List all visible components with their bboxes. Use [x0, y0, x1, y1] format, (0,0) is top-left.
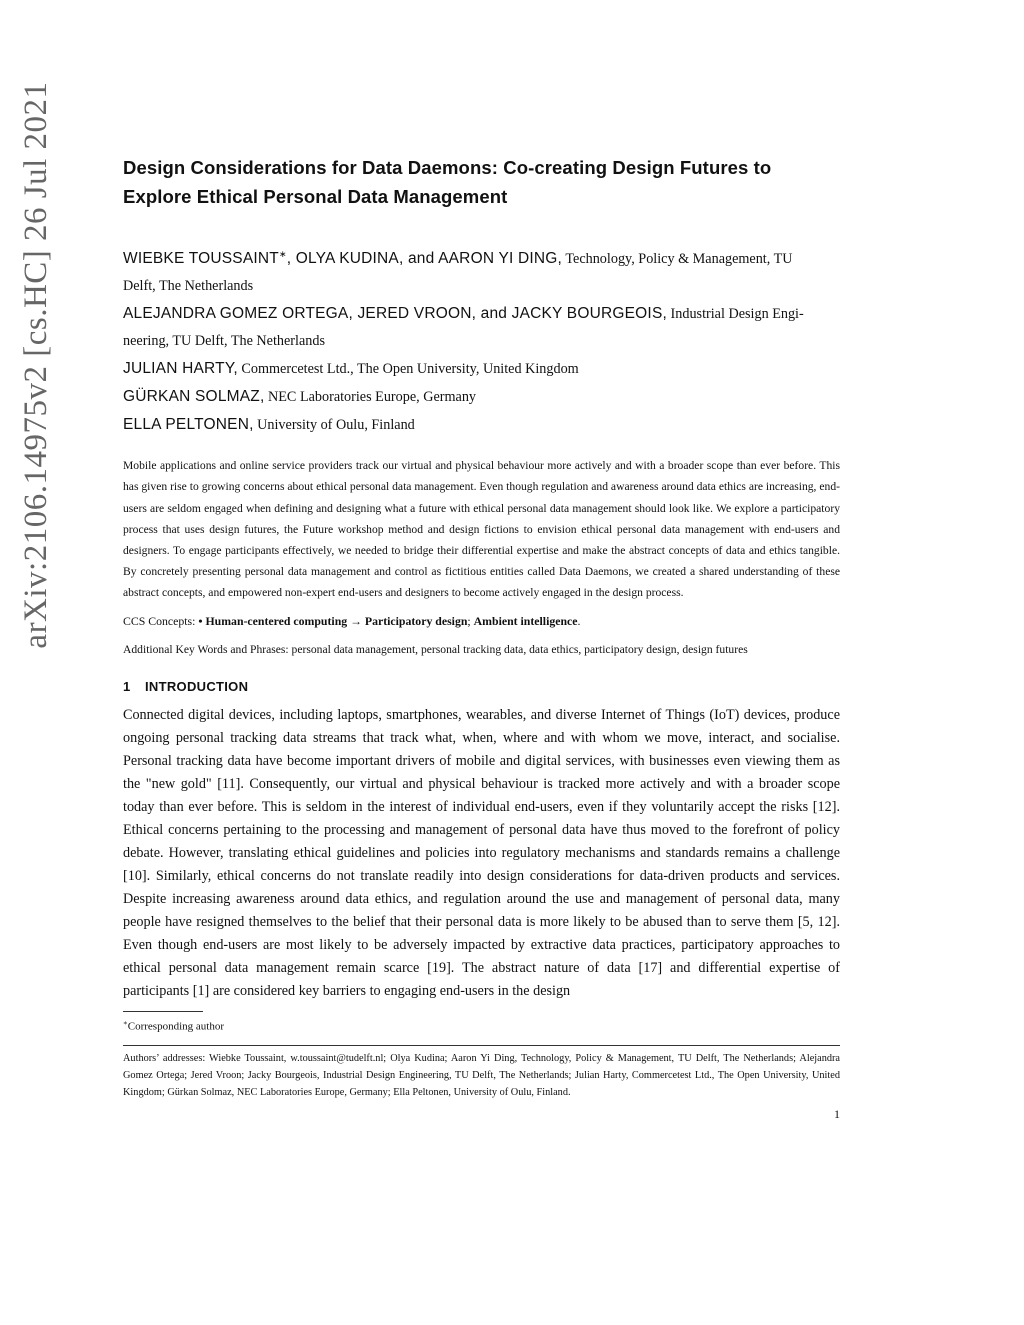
addresses-rule — [123, 1045, 840, 1046]
author-group-3-names: JULIAN HARTY, — [123, 360, 238, 378]
author-group-4-names: GÜRKAN SOLMAZ, — [123, 388, 265, 406]
author-group-1-names: WIEBKE TOUSSAINT∗, OLYA KUDINA, and AARON YI DING, — [123, 249, 563, 268]
footnote-text: Corresponding author — [127, 1020, 224, 1033]
author-group-3 — [123, 355, 840, 383]
author-group-2 — [123, 300, 840, 355]
ccs-separator: ; — [467, 613, 474, 628]
corresponding-author-mark: ∗ — [278, 249, 287, 259]
paper-title-line-1: Design Considerations for Data Daemons: Co-creating Design Futures to — [123, 157, 772, 178]
author-group-4 — [123, 383, 840, 411]
paper-first-page — [123, 153, 840, 1122]
section-heading-introduction — [123, 677, 840, 697]
ccs-concept-human-centered: Human-centered computing — [205, 613, 348, 628]
arxiv-identifier-text: arXiv:2106.14975v2 [cs.HC] 26 Jul 2021 — [18, 81, 54, 649]
paper-title — [123, 153, 840, 211]
additional-keywords: Additional Key Words and Phrases: personal data management, personal tracking data, data ethics, participatory design, design futures — [123, 642, 748, 656]
section-number: 1 — [123, 678, 131, 694]
ccs-concepts — [123, 611, 840, 632]
ccs-end: . — [577, 613, 581, 628]
footnote-mark: ∗ — [123, 1018, 128, 1027]
arxiv-identifier-stamp — [16, 81, 56, 945]
authors-addresses: Authors’ addresses: Wiebke Toussaint, w.toussaint@tudelft.nl; Olya Kudina; Aaron Yi Ding, Technology, Policy & Management, TU Delft, The Netherlands; Alejandra Gomez Ortega; Jered Vroon; Jacky Bourgeois, Industrial Design Engineering, TU Delft, The Netherlands; Julian Harty, Commercetest Ltd., The Open University, United Kingdom; Gürkan Solmaz, NEC Laboratories Europe, Germany; Ella Peltonen, University of Oulu, Finland. — [123, 1053, 840, 1099]
paper-title-line-2: Explore Ethical Personal Data Management — [123, 186, 508, 207]
author-block — [123, 241, 840, 439]
ccs-arrow: → — [347, 613, 365, 628]
introduction-paragraph: Connected digital devices, including laptops, smartphones, wearables, and diverse Internet of Things (IoT) devices, produce ongoing personal tracking data streams that track what, when, where and with whom we move, interact, and socialise. Personal tracking data have become important drivers of mobile and digital services, with businesses even viewing them as the "new gold" [11]. Consequently, our virtual and physical behaviour is tracked more actively and with a broader scope today than ever before. This is seldom in the interest of individual end-users, even if they voluntarily accept the risks [12]. Ethical concerns pertaining to the processing and management of personal data have thus moved to the forefront of policy debate. However, translating ethical guidelines and policies into regulatory mechanisms and standards remains a challenge [10]. Similarly, ethical concerns do not translate readily into design considerations for data-driven products and services. Despite increasing awareness around data ethics, and regulation around the use and management of personal data, many people have resigned themselves to the belief that their personal data is more likely to be abused than to serve them [5, 12]. Even though end-users are most likely to be adversely impacted by extractive data practices, participatory approaches to ethical personal data management remain scarce [19]. The abstract nature of data [17] and differential expertise of participants [1] are considered key barriers to engaging end-users in the design — [123, 706, 840, 999]
author-group-3-affiliation: Commercetest Ltd., The Open University, United Kingdom — [237, 361, 579, 378]
author-group-2-affiliation: Industrial Design Engi- — [667, 306, 804, 323]
author-group-5-names: ELLA PELTONEN, — [123, 416, 254, 434]
page-number: 1 — [834, 1107, 840, 1122]
section-title: INTRODUCTION — [145, 678, 249, 694]
author-group-2-affiliation-cont: neering, TU Delft, The Netherlands — [123, 333, 325, 350]
author-group-2-names: ALEJANDRA GOMEZ ORTEGA, JERED VROON, and JACKY BOURGEOIS, — [123, 305, 667, 323]
footnote-corresponding-author — [123, 1016, 840, 1034]
author-group-5 — [123, 411, 840, 439]
author-group-1-affiliation: Technology, Policy & Management, TU — [562, 251, 793, 268]
ccs-concept-ambient: Ambient intelligence — [473, 613, 578, 628]
abstract: Mobile applications and online service providers track our virtual and physical behaviour more actively and with a broader scope than ever before. This has given rise to growing concerns about ethical personal data management. Even though regulation and awareness around data ethics are increasing, end-users are seldom engaged when defining and designing what a future with ethical personal data management should look like. We explore a participatory process that uses design futures, the Future workshop method and design fictions to envision ethical personal data management with end-users and designers. To engage participants effectively, we needed to bridge their differential expertise and make the abstract concepts of data and ethics tangible. By concretely presenting personal data management and control as fictitious entities called Data Daemons, we created a shared understanding of these abstract concepts, and empowered non-expert end-users and designers to become actively engaged in the design process. — [123, 459, 840, 600]
footnote-rule — [123, 1011, 203, 1012]
author-group-1-affiliation-cont: Delft, The Netherlands — [123, 278, 254, 295]
author-group-1 — [123, 241, 840, 300]
author-group-4-affiliation: NEC Laboratories Europe, Germany — [264, 389, 477, 406]
ccs-concept-participatory: Participatory design — [364, 613, 468, 628]
ccs-label: CCS Concepts: — [123, 613, 199, 628]
ccs-bullet: • — [198, 613, 206, 628]
author-group-5-affiliation: University of Oulu, Finland — [253, 417, 415, 434]
